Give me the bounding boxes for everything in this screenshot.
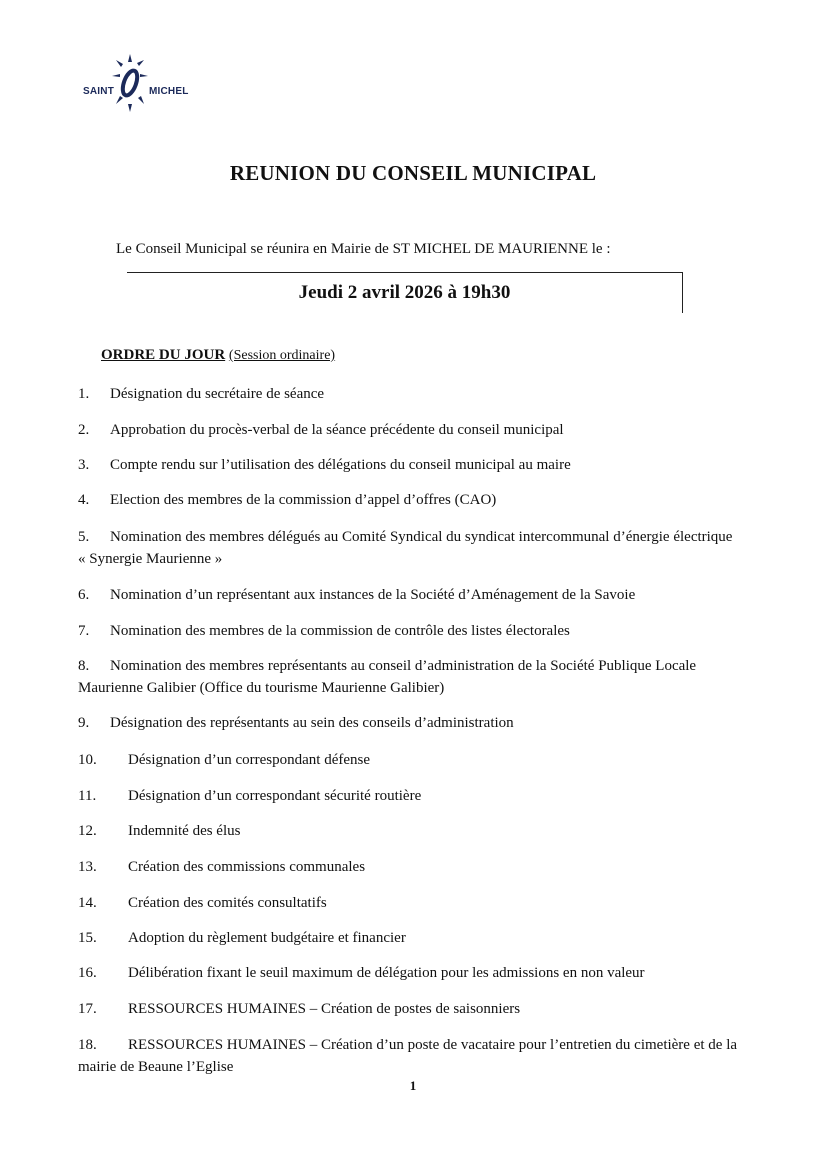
list-item xyxy=(78,383,738,405)
list-item xyxy=(78,419,738,441)
item-text: Création des commissions communales xyxy=(128,859,366,875)
item-number: 16. xyxy=(78,965,97,981)
agenda-session: (Session ordinaire) xyxy=(228,348,336,363)
item-text: Création des comités consultatifs xyxy=(128,895,327,911)
list-item xyxy=(78,454,738,476)
item-number: 12. xyxy=(78,823,97,839)
item-text: RESSOURCES HUMAINES – Création d’un poste de vacataire pour l’entretien du cimetière et de la mairie de Beaune l’Eglise xyxy=(78,1037,738,1075)
list-item xyxy=(78,489,738,511)
logo-text-saint: SAINT xyxy=(83,86,114,97)
item-text: Désignation d’un correspondant sécurité routière xyxy=(128,788,422,804)
list-item xyxy=(78,856,738,878)
saint-michel-logo xyxy=(80,52,200,114)
list-item xyxy=(78,712,738,734)
meeting-date-box xyxy=(127,272,683,313)
item-number: 11. xyxy=(78,788,97,804)
list-item xyxy=(78,1034,738,1078)
item-number: 9. xyxy=(78,715,90,731)
item-text: Désignation du secrétaire de séance xyxy=(110,386,325,402)
item-text: Nomination d’un représentant aux instances de la Société d’Aménagement de la Savoie xyxy=(110,587,636,603)
logo-text-michel: MICHEL xyxy=(149,86,189,97)
item-text: Désignation d’un correspondant défense xyxy=(128,752,371,768)
meeting-date: Jeudi 2 avril 2026 à 19h30 xyxy=(298,282,511,303)
item-number: 5. xyxy=(78,529,90,545)
item-number: 6. xyxy=(78,587,90,603)
item-number: 10. xyxy=(78,752,97,768)
sun-emblem-icon xyxy=(110,52,150,114)
list-item xyxy=(78,892,738,914)
item-number: 4. xyxy=(78,492,90,508)
item-number: 2. xyxy=(78,422,90,438)
intro-text: Le Conseil Municipal se réunira en Mairie de ST MICHEL DE MAURIENNE le : xyxy=(116,241,611,257)
item-number: 15. xyxy=(78,930,97,946)
item-text: Nomination des membres représentants au conseil d’administration de la Société Publique Locale Maurienne Galibier (Office du tourisme Maurienne Galibier) xyxy=(78,658,697,696)
item-text: Compte rendu sur l’utilisation des délégations du conseil municipal au maire xyxy=(110,457,571,473)
item-number: 1. xyxy=(78,386,90,402)
list-item xyxy=(78,526,738,570)
item-text: Nomination des membres de la commission de contrôle des listes électorales xyxy=(110,623,570,639)
page-number: 1 xyxy=(409,1078,417,1093)
item-text: Délibération fixant le seuil maximum de délégation pour les admissions en non valeur xyxy=(128,965,645,981)
list-item xyxy=(78,655,738,699)
item-number: 17. xyxy=(78,1001,97,1017)
list-item xyxy=(78,962,738,984)
list-item xyxy=(78,820,738,842)
item-number: 7. xyxy=(78,623,90,639)
item-text: Indemnité des élus xyxy=(128,823,241,839)
agenda-title: ORDRE DU JOUR xyxy=(101,347,226,363)
list-item xyxy=(78,620,738,642)
agenda-heading xyxy=(101,347,335,364)
item-number: 3. xyxy=(78,457,90,473)
list-item xyxy=(78,998,738,1020)
item-number: 14. xyxy=(78,895,97,911)
item-text: RESSOURCES HUMAINES – Création de postes de saisonniers xyxy=(128,1001,521,1017)
item-number: 13. xyxy=(78,859,97,875)
item-number: 8. xyxy=(78,658,90,674)
list-item xyxy=(78,785,738,807)
item-text: Nomination des membres délégués au Comité Syndical du syndicat intercommunal d’énergie électrique « Synergie Maurienne » xyxy=(78,529,733,567)
item-text: Adoption du règlement budgétaire et financier xyxy=(128,930,406,946)
page-title: REUNION DU CONSEIL MUNICIPAL xyxy=(229,161,597,185)
list-item xyxy=(78,749,738,771)
item-number: 18. xyxy=(78,1037,97,1053)
list-item xyxy=(78,927,738,949)
item-text: Désignation des représentants au sein des conseils d’administration xyxy=(110,715,514,731)
item-text: Election des membres de la commission d’appel d’offres (CAO) xyxy=(110,492,497,508)
list-item xyxy=(78,584,738,606)
item-text: Approbation du procès-verbal de la séance précédente du conseil municipal xyxy=(110,422,564,438)
